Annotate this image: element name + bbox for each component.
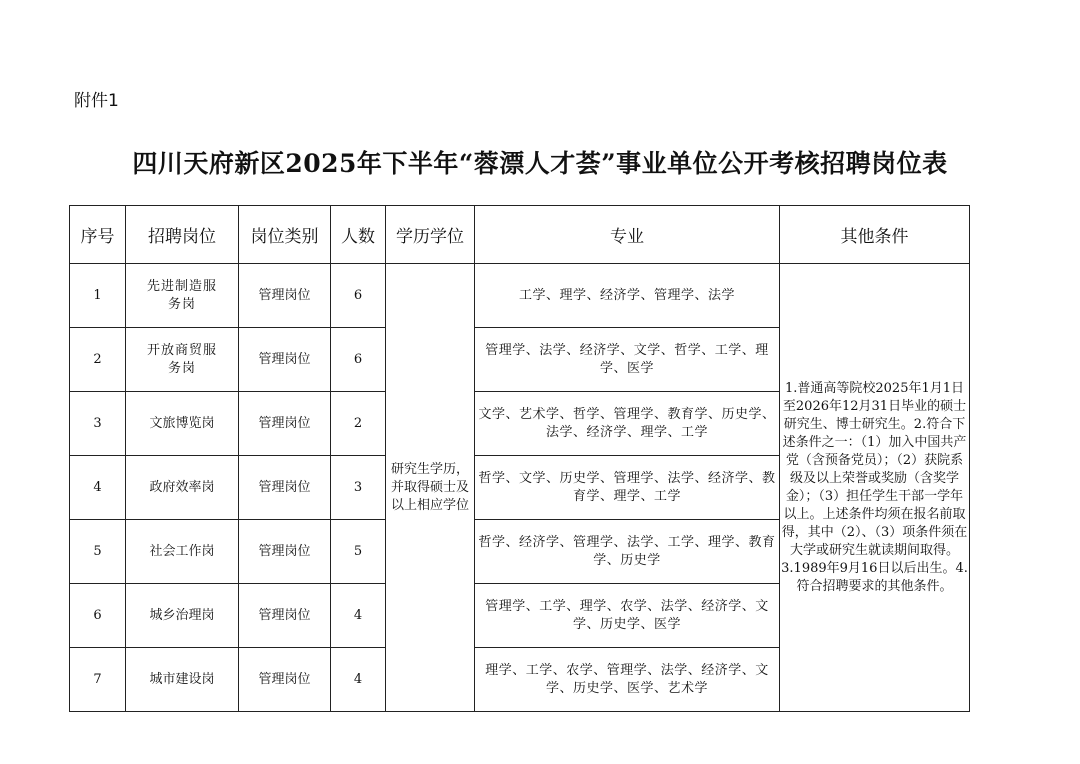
count-cell: 2 — [331, 392, 386, 456]
count-cell: 3 — [331, 456, 386, 520]
category-cell: 管理岗位 — [239, 456, 331, 520]
category-cell: 管理岗位 — [239, 264, 331, 328]
count-cell: 6 — [331, 328, 386, 392]
education-cell: 研究生学历，并取得硕士及以上相应学位 — [386, 264, 475, 712]
position-cell — [126, 328, 239, 392]
header-seq: 序号 — [70, 206, 126, 264]
header-position: 招聘岗位 — [126, 206, 239, 264]
position-name: 开放商贸服务岗 — [146, 342, 217, 376]
category-cell: 管理岗位 — [239, 328, 331, 392]
position-cell: 城市建设岗 — [126, 648, 239, 712]
major-cell: 管理学、工学、理学、农学、法学、经济学、文学、历史学、医学 — [475, 584, 780, 648]
count-cell: 5 — [331, 520, 386, 584]
seq-cell: 1 — [70, 264, 126, 328]
position-name: 先进制造服务岗 — [146, 278, 217, 312]
major-cell: 哲学、文学、历史学、管理学、法学、经济学、教育学、理学、工学 — [475, 456, 780, 520]
category-cell: 管理岗位 — [239, 520, 331, 584]
position-cell: 政府效率岗 — [126, 456, 239, 520]
position-cell: 文旅博览岗 — [126, 392, 239, 456]
seq-cell: 6 — [70, 584, 126, 648]
major-cell: 哲学、经济学、管理学、法学、工学、理学、教育学、历史学 — [475, 520, 780, 584]
count-cell: 4 — [331, 648, 386, 712]
category-cell: 管理岗位 — [239, 392, 331, 456]
count-cell: 4 — [331, 584, 386, 648]
header-education: 学历学位 — [386, 206, 475, 264]
header-count: 人数 — [331, 206, 386, 264]
seq-cell: 4 — [70, 456, 126, 520]
position-cell: 社会工作岗 — [126, 520, 239, 584]
position-cell: 城乡治理岗 — [126, 584, 239, 648]
table-row — [70, 264, 970, 328]
seq-cell: 5 — [70, 520, 126, 584]
table-header-row — [70, 206, 970, 264]
seq-cell: 2 — [70, 328, 126, 392]
document-title: 四川天府新区2025年下半年“蓉漂人才荟”事业单位公开考核招聘岗位表 — [132, 149, 948, 178]
major-cell: 文学、艺术学、哲学、管理学、教育学、历史学、法学、经济学、理学、工学 — [475, 392, 780, 456]
other-conditions-cell: 1.普通高等院校2025年1月1日至2026年12月31日毕业的硕士研究生、博士研究生。2.符合下述条件之一：（1）加入中国共产党（含预备党员）；（2）获院系级及以上荣誉或奖励（含奖学金）；（3）担任学生干部一学年以上。上述条件均须在报名前取得，其中（2）、（3）项条件须在大学或研究生就读期间取得。3.1989年9月16日以后出生。4.符合招聘要求的其他条件。 — [780, 264, 970, 712]
header-category: 岗位类别 — [239, 206, 331, 264]
major-cell: 理学、工学、农学、管理学、法学、经济学、文学、历史学、医学、艺术学 — [475, 648, 780, 712]
header-other: 其他条件 — [780, 206, 970, 264]
position-cell — [126, 264, 239, 328]
attachment-label: 附件1 — [74, 91, 119, 111]
recruitment-table — [69, 205, 970, 712]
seq-cell: 7 — [70, 648, 126, 712]
header-major: 专业 — [475, 206, 780, 264]
count-cell: 6 — [331, 264, 386, 328]
major-cell: 管理学、法学、经济学、文学、哲学、工学、理学、医学 — [475, 328, 780, 392]
major-cell: 工学、理学、经济学、管理学、法学 — [475, 264, 780, 328]
seq-cell: 3 — [70, 392, 126, 456]
category-cell: 管理岗位 — [239, 648, 331, 712]
category-cell: 管理岗位 — [239, 584, 331, 648]
